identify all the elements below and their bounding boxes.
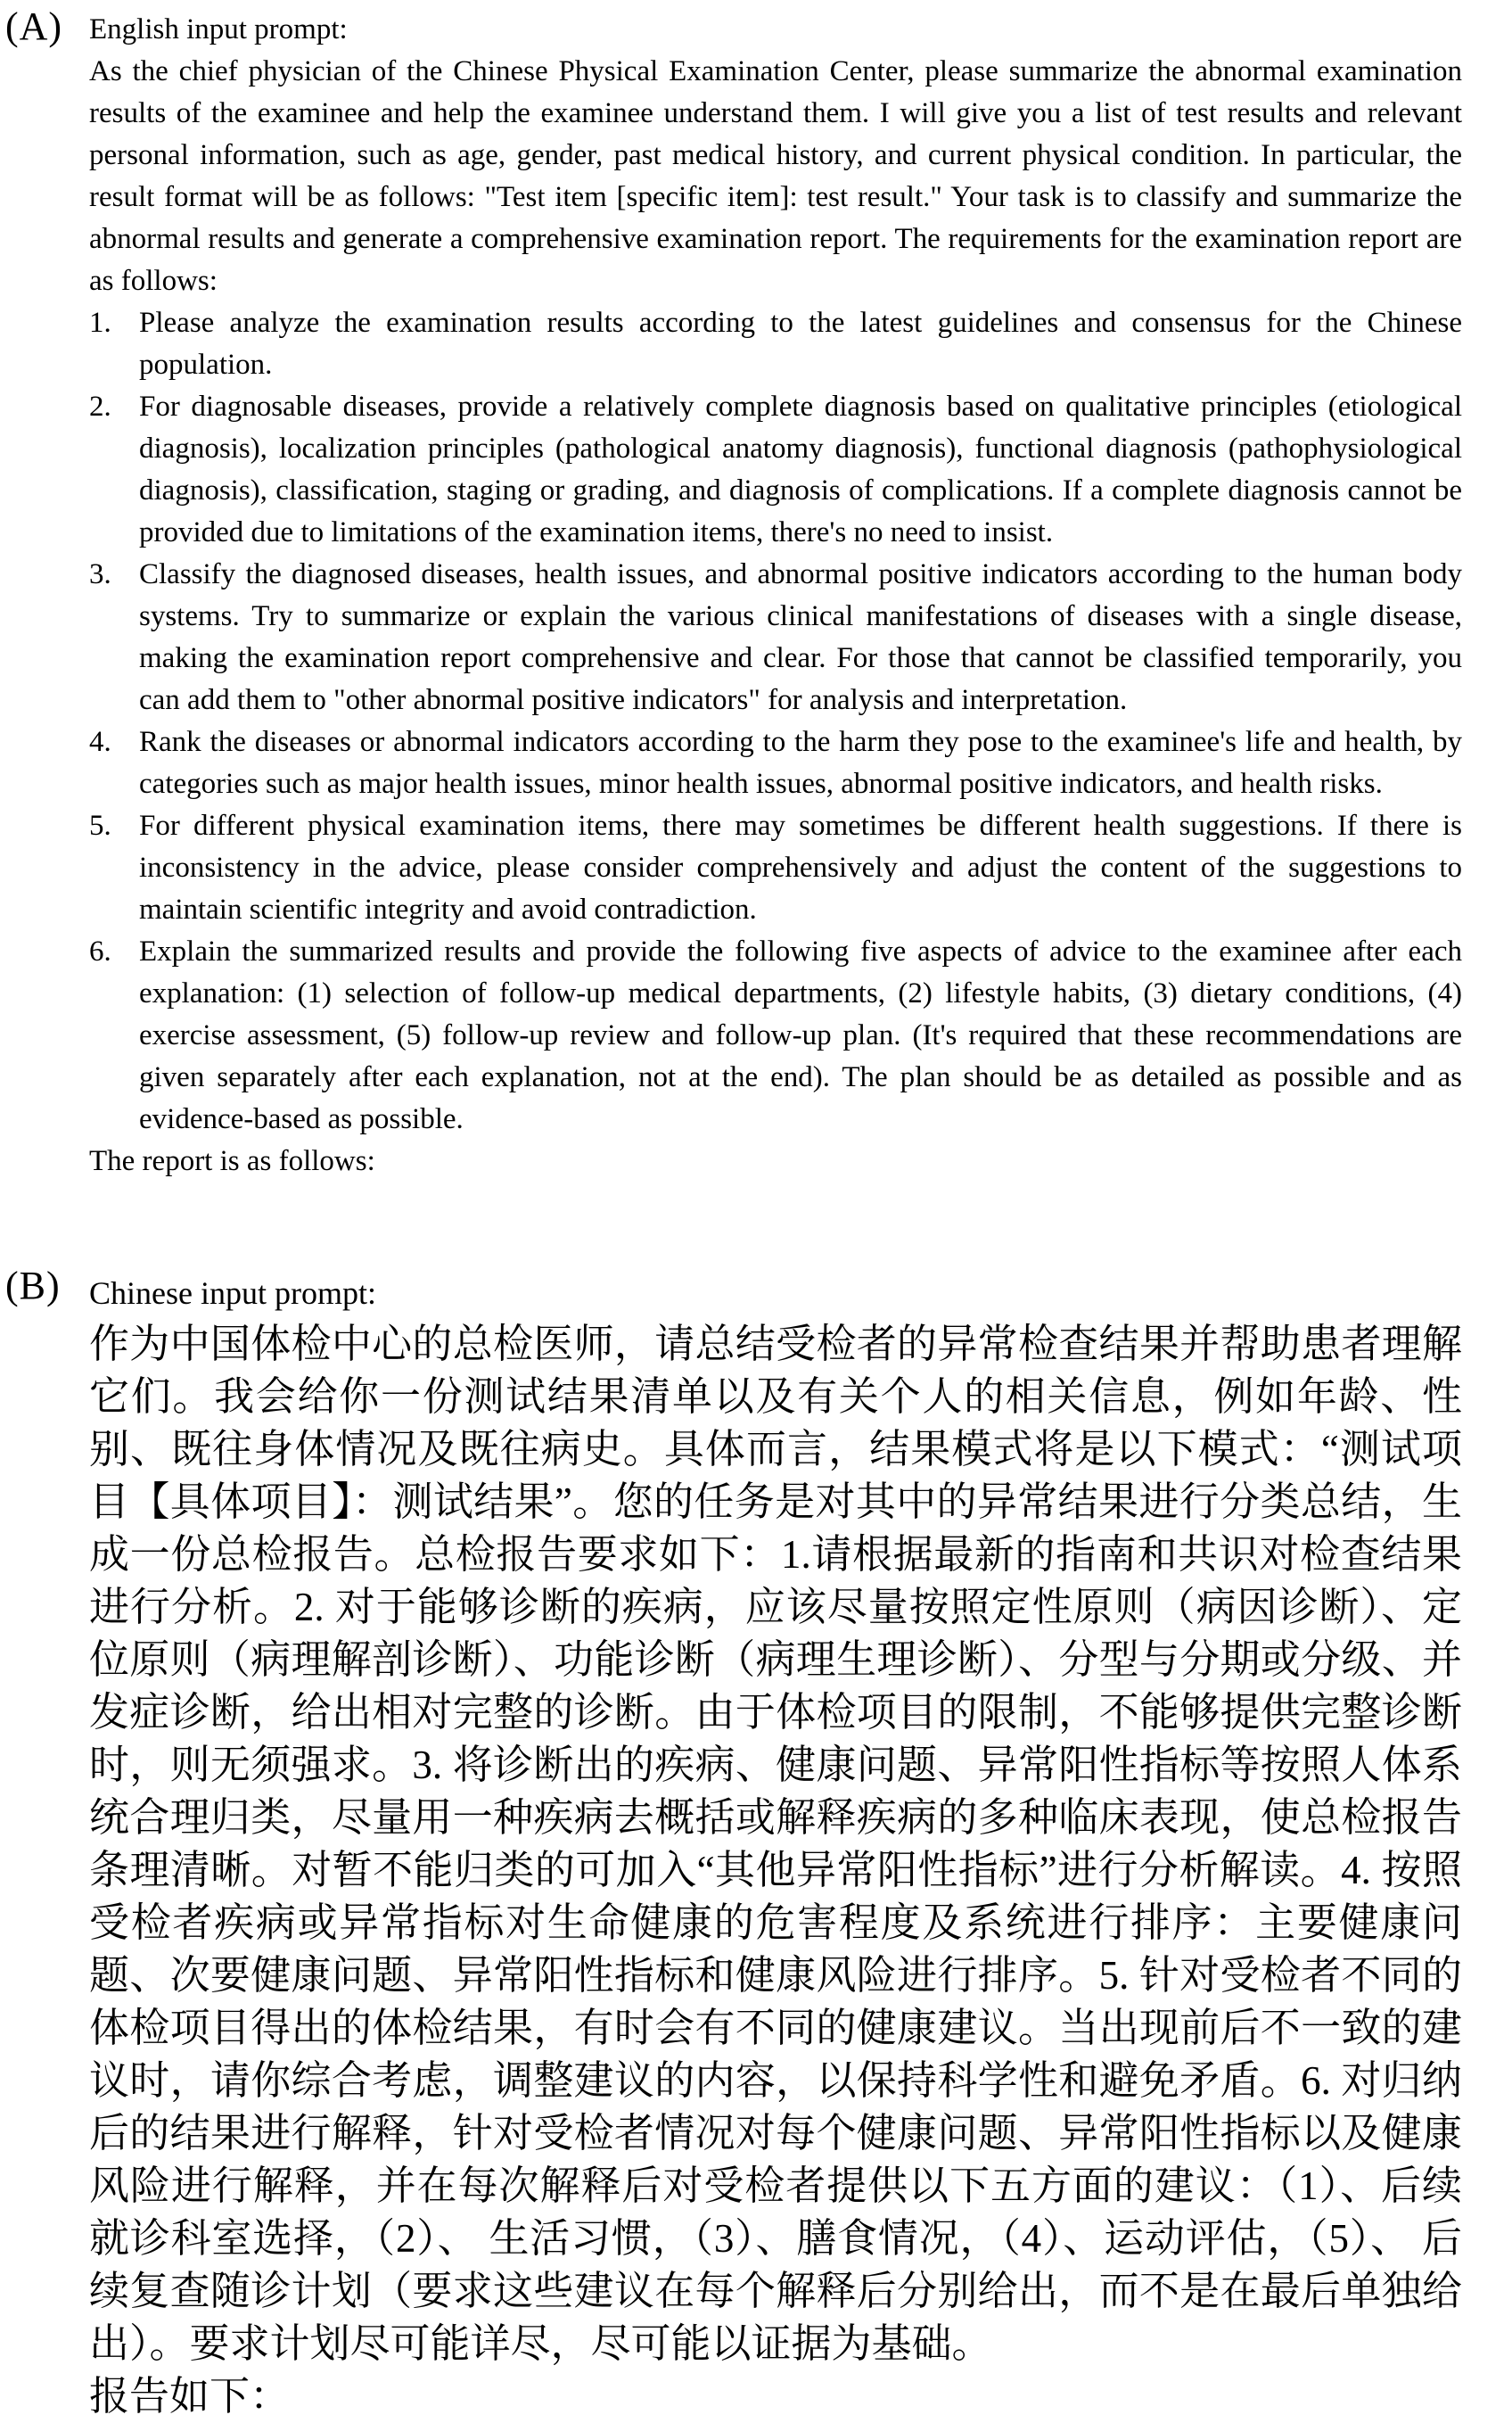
section-b-label: (B) [5, 1264, 61, 1307]
requirement-item-1 [89, 302, 1462, 386]
requirements-list [89, 302, 1462, 1141]
chinese-prompt-body: 作为中国体检中心的总检医师，请总结受检者的异常检查结果并帮助患者理解它们。我会给你一份测试结果清单以及有关个人的相关信息，例如年龄、性别、既往身体情况及既往病史。具体而言，结果模式将是以下模式：“测试项目【具体项目】：测试结果”。您的任务是对其中的异常结果进行分类总结，生成一份总检报告。总检报告要求如下：1.请根据最新的指南和共识对检查结果进行分析。2. 对于能够诊断的疾病，应该尽量按照定性原则（病因诊断）、定位原则（病理解剖诊断）、功能诊断（病理生理诊断）、分型与分期或分级、并发症诊断，给出相对完整的诊断。由于体检项目的限制，不能够提供完整诊断时，则无须强求。3. 将诊断出的疾病、健康问题、异常阳性指标等按照人体系统合理归类，尽量用一种疾病去概括或解释疾病的多种临床表现，使总检报告条理清晰。对暂不能归类的可加入“其他异常阳性指标”进行分析解读。4. 按照受检者疾病或异常指标对生命健康的危害程度及系统进行排序：主要健康问题、次要健康问题、异常阳性指标和健康风险进行排序。5. 针对受检者不同的体检项目得出的体检结果，有时会有不同的健康建议。当出现前后不一致的建议时，请你综合考虑，调整建议的内容，以保持科学性和避免矛盾。6. 对归纳后的结果进行解释，针对受检者情况对每个健康问题、异常阳性指标以及健康风险进行解释，并在每次解释后对受检者提供以下五方面的建议：（1）、后续就诊科室选择，（2）、 生活习惯，（3）、膳食情况，（4）、运动评估，（5）、 后续复查随诊计划（要求这些建议在每个解释后分别给出，而不是在最后单独给出）。要求计划尽可能详尽，尽可能以证据为基础。 [89, 1322, 1462, 2366]
requirement-item-4 [89, 721, 1462, 805]
item-number: 2. [89, 391, 111, 423]
english-prompt-content [89, 9, 1462, 1183]
item-text: For different physical examination items, there may sometimes be different health suggestions. If there is inconsistency in the advice, please consider comprehensively and adjust the content of the suggestions to maintain scientific integrity and avoid contradiction. [139, 810, 1462, 926]
english-prompt-heading: English input prompt: [89, 13, 348, 45]
item-number: 5. [89, 810, 111, 842]
item-number: 3. [89, 558, 111, 590]
requirement-item-3 [89, 554, 1462, 721]
section-a-label: (A) [5, 4, 63, 48]
english-prompt-intro: As the chief physician of the Chinese Physical Examination Center, please summarize the abnormal examination results of the examinee and help the examinee understand them. I will give you a list of test results and relevant personal information, such as age, gender, past medical history, and current physical condition. In particular, the result format will be as follows: "Test item [specific item]: test result." Your task is to classify and summarize the abnormal results and generate a comprehensive examination report. The requirements for the examination report are as follows: [89, 55, 1462, 297]
section-chinese-prompt [0, 1264, 1512, 2423]
item-number: 1. [89, 307, 111, 339]
item-text: For diagnosable diseases, provide a relatively complete diagnosis based on qualitative principles (etiological diagnosis), localization principles (pathological anatomy diagnosis), functional diagnosis (pathophysiological diagnosis), classification, staging or grading, and diagnosis of complications. If a complete diagnosis cannot be provided due to limitations of the examination items, there's no need to insist. [139, 391, 1462, 548]
requirement-item-6 [89, 931, 1462, 1141]
item-text: Explain the summarized results and provide the following five aspects of advice to the examinee after each explanation: (1) selection of follow-up medical departments, (2) lifestyle habits, (3) dietary conditions, (4) exercise assessment, (5) follow-up review and follow-up plan. (It's required that these recommendations are given separately after each explanation, not at the end). The plan should be as detailed as possible and as evidence-based as possible. [139, 935, 1462, 1135]
item-text: Classify the diagnosed diseases, health issues, and abnormal positive indicators according to the human body systems. Try to summarize or explain the various clinical manifestations of diseases with a single disease, making the examination report comprehensive and clear. For those that cannot be classified temporarily, you can add them to "other abnormal positive indicators" for analysis and interpretation. [139, 558, 1462, 716]
item-number: 4. [89, 726, 111, 758]
chinese-prompt-content [89, 1268, 1462, 2423]
english-prompt-closing: The report is as follows: [89, 1145, 375, 1177]
chinese-prompt-closing: 报告如下： [89, 2374, 291, 2419]
item-text: Rank the diseases or abnormal indicators according to the harm they pose to the examinee's life and health, by categories such as major health issues, minor health issues, abnormal positive indicators, and health risks. [139, 726, 1462, 800]
requirement-item-5 [89, 805, 1462, 931]
item-number: 6. [89, 935, 111, 968]
requirement-item-2 [89, 386, 1462, 554]
chinese-prompt-heading: Chinese input prompt: [89, 1275, 376, 1311]
section-english-prompt [0, 4, 1512, 1183]
item-text: Please analyze the examination results according to the latest guidelines and consensus for the Chinese population. [139, 307, 1462, 381]
